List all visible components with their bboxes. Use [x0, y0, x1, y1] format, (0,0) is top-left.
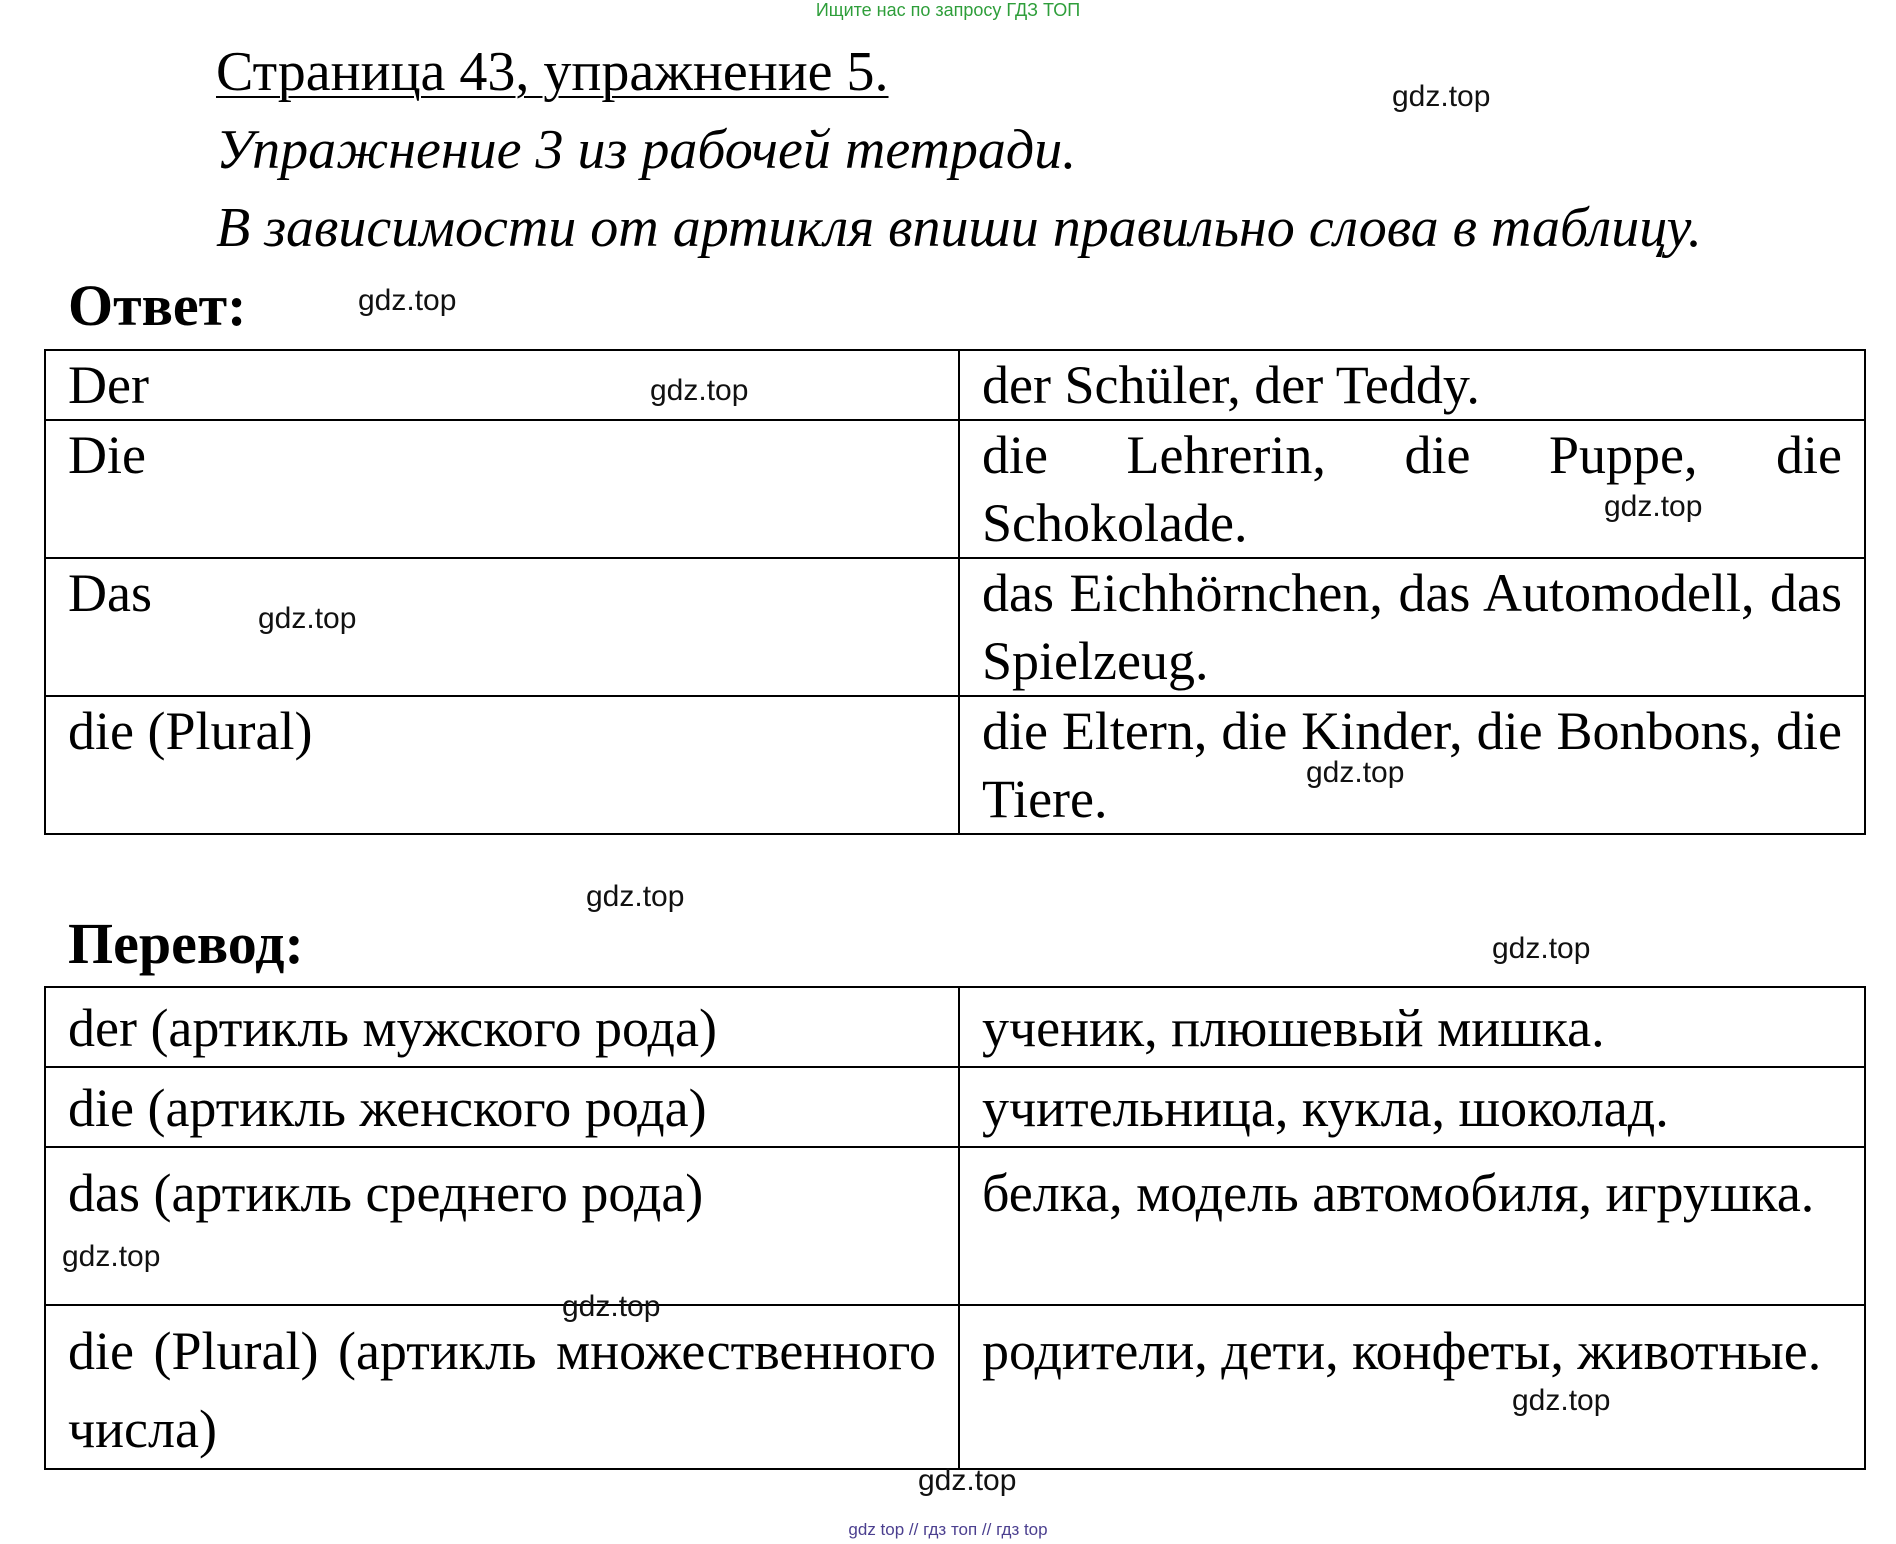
- words-cell: родители, дети, конфеты, животные.: [959, 1305, 1865, 1469]
- words-cell: die Eltern, die Kinder, die Bonbons, die Tiere.: [959, 696, 1865, 834]
- words-cell: der Schüler, der Teddy.: [959, 350, 1865, 420]
- watermark: gdz.top: [586, 880, 685, 913]
- table-row: [45, 350, 1865, 420]
- article-cell: Die: [45, 420, 959, 558]
- article-cell: die (Plural) (артикль множественного числа): [45, 1305, 959, 1469]
- words-cell: ученик, плюшевый мишка.: [959, 987, 1865, 1067]
- watermark: gdz.top: [1392, 80, 1491, 113]
- article-cell: das (артикль среднего рода): [45, 1147, 959, 1305]
- watermark: gdz.top: [918, 1464, 1017, 1497]
- table-row: [45, 420, 1865, 558]
- watermark: gdz.top: [258, 602, 357, 635]
- words-cell: белка, модель автомобиля, игрушка.: [959, 1147, 1865, 1305]
- words-cell: das Eichhörnchen, das Automodell, das Spielzeug.: [959, 558, 1865, 696]
- words-cell: учительница, кукла, шоколад.: [959, 1067, 1865, 1147]
- watermark: gdz.top: [62, 1240, 161, 1273]
- watermark: gdz.top: [1512, 1384, 1611, 1417]
- top-search-note: Ищите нас по запросу ГДЗ ТОП: [815, 0, 1081, 20]
- exercise-source: Упражнение 3 из рабочей тетради.: [216, 119, 1077, 181]
- table-row: [45, 987, 1865, 1067]
- watermark: gdz.top: [650, 374, 749, 407]
- watermark: gdz.top: [1492, 932, 1591, 965]
- table-row: [45, 1067, 1865, 1147]
- table-row: [45, 1147, 1865, 1305]
- article-cell: die (артикль женского рода): [45, 1067, 959, 1147]
- article-cell: der (артикль мужского рода): [45, 987, 959, 1067]
- article-cell: Das: [45, 558, 959, 696]
- table-row: [45, 696, 1865, 834]
- watermark: gdz.top: [562, 1290, 661, 1323]
- article-cell: die (Plural): [45, 696, 959, 834]
- watermark: gdz.top: [358, 284, 457, 317]
- watermark: gdz.top: [1604, 490, 1703, 523]
- exercise-instruction: В зависимости от артикля впиши правильно слова в таблицу.: [216, 197, 1702, 259]
- answer-table: [44, 349, 1866, 835]
- watermark: gdz.top: [1306, 756, 1405, 789]
- answer-heading: Ответ:: [68, 273, 247, 338]
- footer-links: gdz top // гдз топ // гдз top: [848, 1520, 1048, 1539]
- article-cell: Der: [45, 350, 959, 420]
- words-cell: die Lehrerin, die Puppe, die Schokolade.: [959, 420, 1865, 558]
- page-title: Страница 43, упражнение 5.: [216, 41, 889, 103]
- translation-heading: Перевод:: [68, 911, 304, 976]
